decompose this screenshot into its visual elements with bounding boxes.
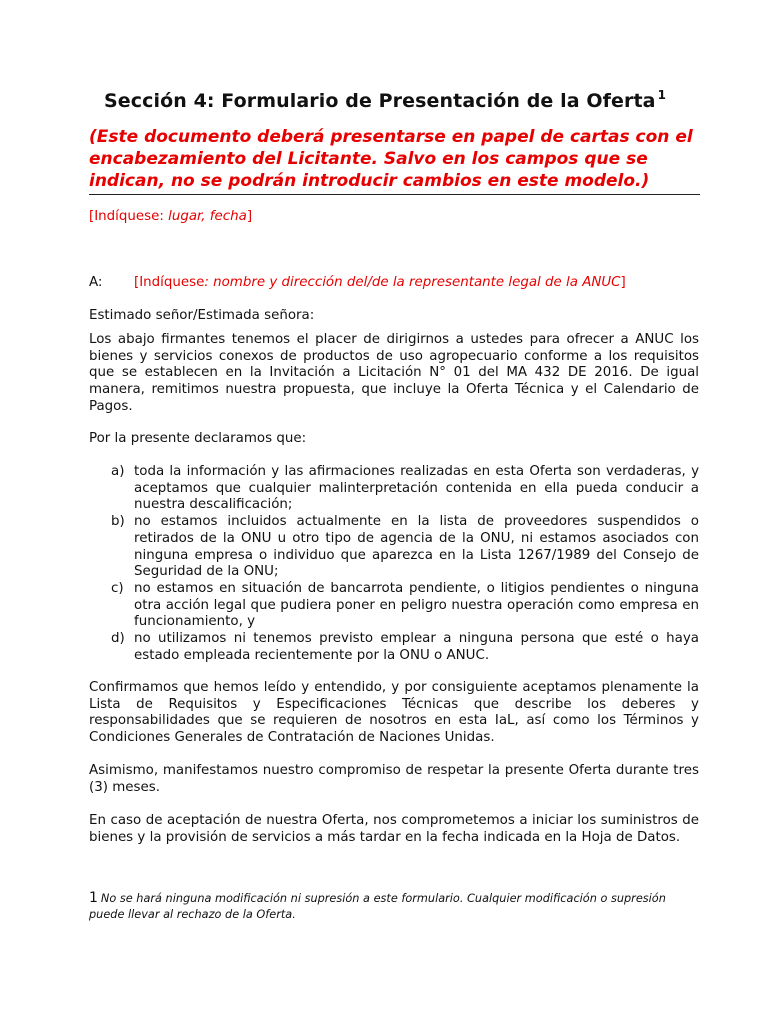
header-divider bbox=[89, 194, 700, 195]
bracket-open: [ bbox=[89, 209, 95, 224]
footnote-text: No se hará ninguna modificación ni supresión a este formulario. Cualquier modificación o supresión puede llevar al rechazo de la Oferta. bbox=[89, 892, 666, 921]
list-marker: a) bbox=[111, 464, 125, 479]
bracket-open: [ bbox=[134, 275, 140, 290]
footnote-number: 1 bbox=[89, 890, 98, 906]
list-item-text: no estamos incluidos actualmente en la lista de proveedores suspendidos o retirados de la ONU u otro tipo de agencia de la ONU, ni estamos asociados con ninguna empresa o individuo que aparezca en la Lista 1267/1989 del Consejo de Seguridad de la ONU; bbox=[134, 514, 699, 580]
instruction-note: (Este documento deberá presentarse en papel de cartas con el encabezamiento del Licitante. Salvo en los campos que se indican, no se podrán introducir cambios en este modelo.) bbox=[89, 127, 693, 191]
delivery-paragraph: En caso de aceptación de nuestra Oferta, nos comprometemos a iniciar los suministros de bienes y la provisión de servicios a más tardar en la fecha indicada en la Hoja de Datos. bbox=[89, 813, 699, 845]
declaration-intro: Por la presente declaramos que: bbox=[89, 431, 307, 446]
list-item-text: no estamos en situación de bancarrota pendiente, o litigios pendientes o ninguna otra acción legal que pudiera poner en peligro nuestra operación como empresa en funcionamiento, y bbox=[134, 580, 699, 630]
bracket-close: ] bbox=[246, 209, 253, 224]
list-marker: d) bbox=[111, 631, 125, 647]
place-date-prefix: Indíquese: bbox=[94, 209, 169, 224]
place-date-placeholder bbox=[89, 209, 699, 226]
list-item-text: no utilizamos ni tenemos previsto emplear a ninguna persona que esté o haya estado empleada recientemente por la ONU o ANUC. bbox=[134, 631, 699, 663]
recipient-prefix: Indíquese bbox=[139, 275, 205, 290]
recipient-value: : nombre y dirección del/de la representante legal de la ANUC bbox=[204, 275, 621, 290]
list-item bbox=[111, 581, 699, 631]
list-item bbox=[111, 514, 699, 581]
recipient-placeholder bbox=[134, 275, 694, 292]
place-date-value: lugar, fecha bbox=[168, 209, 247, 224]
title-text: Sección 4: Formulario de Presentación de la Oferta bbox=[103, 90, 656, 112]
bracket-close: ] bbox=[620, 275, 626, 290]
acceptance-paragraph: Confirmamos que hemos leído y entendido, y por consiguiente aceptamos plenamente la Lista de Requisitos y Especificaciones Técnicas que describe los deberes y responsabilidades que se requieren de nosotros en esta IaL, así como los Términos y Condiciones Generales de Contratación de Naciones Unidas. bbox=[89, 680, 699, 746]
list-item bbox=[111, 464, 699, 514]
list-marker: b) bbox=[111, 514, 125, 530]
recipient-label: A: bbox=[89, 275, 103, 290]
list-item bbox=[111, 631, 699, 664]
greeting: Estimado señor/Estimada señora: bbox=[89, 308, 315, 323]
validity-paragraph: Asimismo, manifestamos nuestro compromiso de respetar la presente Oferta durante tres (3) meses. bbox=[89, 763, 699, 795]
list-marker: c) bbox=[111, 580, 124, 596]
footnote bbox=[89, 890, 689, 923]
list-item-text: toda la información y las afirmaciones realizadas en esta Oferta son verdaderas, y aceptamos que cualquier malinterpretación contenida en ella pueda conducir a nuestra descalificación; bbox=[134, 464, 699, 513]
declarations-list bbox=[111, 464, 699, 664]
intro-paragraph: Los abajo firmantes tenemos el placer de dirigirnos a ustedes para ofrecer a ANUC los bienes y servicios conexos de productos de uso agropecuario conforme a los requisitos que se establecen en la Invitación a Licitación N° 01 del MA 432 DE 2016. De igual manera, remitimos nuestra propuesta, que incluye la Oferta Técnica y el Calendario de Pagos. bbox=[89, 332, 699, 414]
page-title bbox=[0, 88, 770, 112]
title-footnote-ref: 1 bbox=[657, 88, 667, 102]
